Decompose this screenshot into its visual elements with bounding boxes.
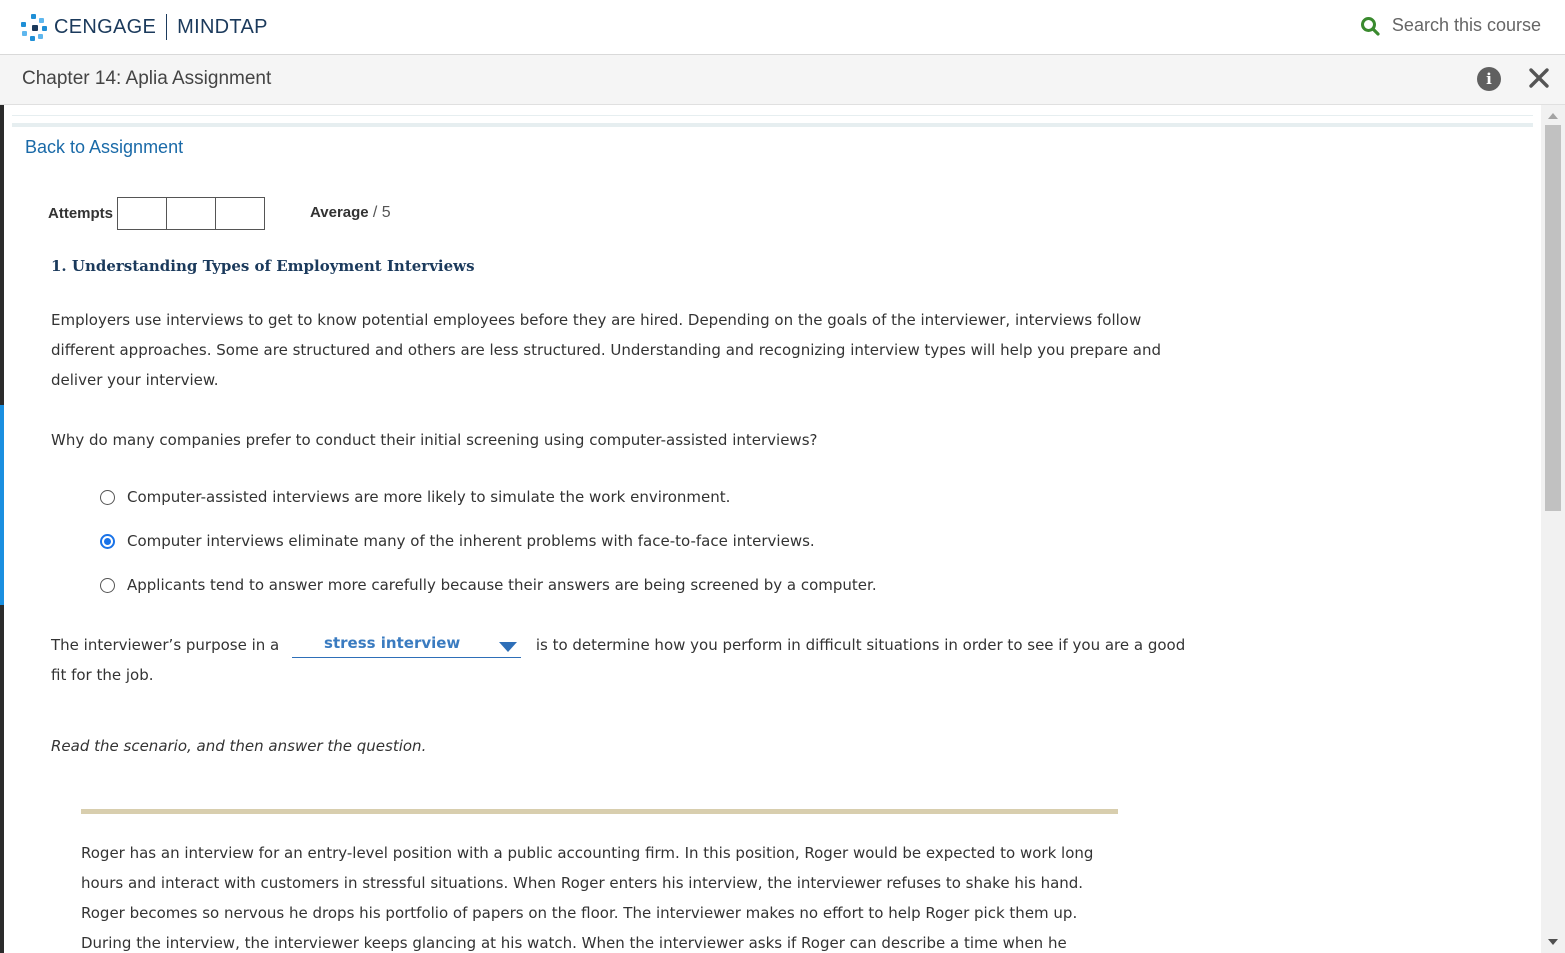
interview-type-dropdown[interactable] bbox=[292, 634, 521, 658]
search-icon bbox=[1360, 16, 1380, 36]
answer-option-label[interactable]: Computer interviews eliminate many of the inherent problems with face-to-face interviews. bbox=[127, 532, 815, 550]
radio-button[interactable] bbox=[100, 490, 115, 505]
close-icon bbox=[1527, 66, 1551, 90]
fill-in-sentence bbox=[51, 630, 1201, 690]
brand-divider bbox=[166, 14, 167, 40]
search-placeholder[interactable]: Search this course bbox=[1391, 15, 1541, 35]
scenario-instructions: Read the scenario, and then answer the question. bbox=[51, 737, 427, 755]
question-prompt: Why do many companies prefer to conduct their initial screening using computer-assisted interviews? bbox=[51, 431, 818, 449]
radio-button-selected[interactable] bbox=[100, 534, 115, 549]
average-label: Average bbox=[310, 204, 369, 221]
chevron-down-icon[interactable] bbox=[499, 642, 517, 652]
attempts-tracker bbox=[48, 197, 265, 230]
info-icon: i bbox=[1486, 70, 1492, 88]
attempt-box bbox=[166, 197, 216, 230]
average-suffix: / 5 bbox=[372, 204, 391, 221]
scroll-down-arrow-icon[interactable] bbox=[1548, 939, 1558, 945]
chapter-bar bbox=[0, 55, 1565, 105]
back-to-assignment-link[interactable]: Back to Assignment bbox=[25, 137, 184, 157]
scroll-thumb[interactable] bbox=[1545, 125, 1561, 511]
brand-name: CENGAGE bbox=[54, 15, 157, 38]
vertical-scrollbar[interactable] bbox=[1541, 105, 1565, 953]
answer-option-1[interactable] bbox=[100, 475, 877, 519]
course-search[interactable] bbox=[1360, 15, 1541, 36]
answer-option-label[interactable]: Computer-assisted interviews are more likely to simulate the work environment. bbox=[127, 488, 731, 506]
answer-option-label[interactable]: Applicants tend to answer more carefully because their answers are being screened by a computer. bbox=[127, 576, 877, 594]
answer-options bbox=[100, 475, 877, 607]
question-title: 1. Understanding Types of Employment Interviews bbox=[51, 257, 475, 275]
brand-logo[interactable] bbox=[20, 12, 268, 42]
product-name: MINDTAP bbox=[177, 15, 268, 38]
top-bar bbox=[0, 0, 1565, 55]
answer-option-3[interactable] bbox=[100, 563, 877, 607]
fill-text-before: The interviewer’s purpose in a bbox=[51, 636, 280, 654]
scenario-divider bbox=[81, 809, 1118, 814]
scenario-text: Roger has an interview for an entry-level position with a public accounting firm. In this position, Roger would be expected to work long hours and interact with customers in stressful situations. When Roger enters his interview, the interviewer refuses to shake his hand. Roger becomes so nervous he drops his portfolio of papers on the floor. The interviewer makes no effort to help Roger pick them up. During the interview, the interviewer keeps glancing at his watch. When the interviewer asks if Roger can describe a time when he bbox=[81, 844, 1094, 952]
attempts-label: Attempts bbox=[48, 205, 114, 222]
close-button[interactable] bbox=[1527, 66, 1551, 90]
scroll-up-arrow-icon[interactable] bbox=[1548, 113, 1558, 119]
assignment-content bbox=[4, 105, 1541, 953]
answer-option-2[interactable] bbox=[100, 519, 877, 563]
content-top-divider bbox=[12, 115, 1533, 127]
dropdown-selected-value[interactable]: stress interview bbox=[324, 633, 461, 652]
page-title: Chapter 14: Aplia Assignment bbox=[22, 68, 272, 89]
question-intro: Employers use interviews to get to know potential employees before they are hired. Depending on the goals of the interviewer, interviews follow different approaches. Some are structured and others are less structured. Understanding and recognizing interview types will help you prepare and deliver your interview. bbox=[51, 311, 1161, 389]
cengage-logo-icon bbox=[20, 13, 48, 41]
attempt-box bbox=[215, 197, 265, 230]
fill-text-after: is to determine how you perform in difficult situations in order to see if you are a good fit for the job. bbox=[51, 636, 1186, 684]
radio-button[interactable] bbox=[100, 578, 115, 593]
info-button[interactable] bbox=[1477, 67, 1501, 91]
attempt-box bbox=[117, 197, 167, 230]
average-score bbox=[310, 204, 391, 222]
